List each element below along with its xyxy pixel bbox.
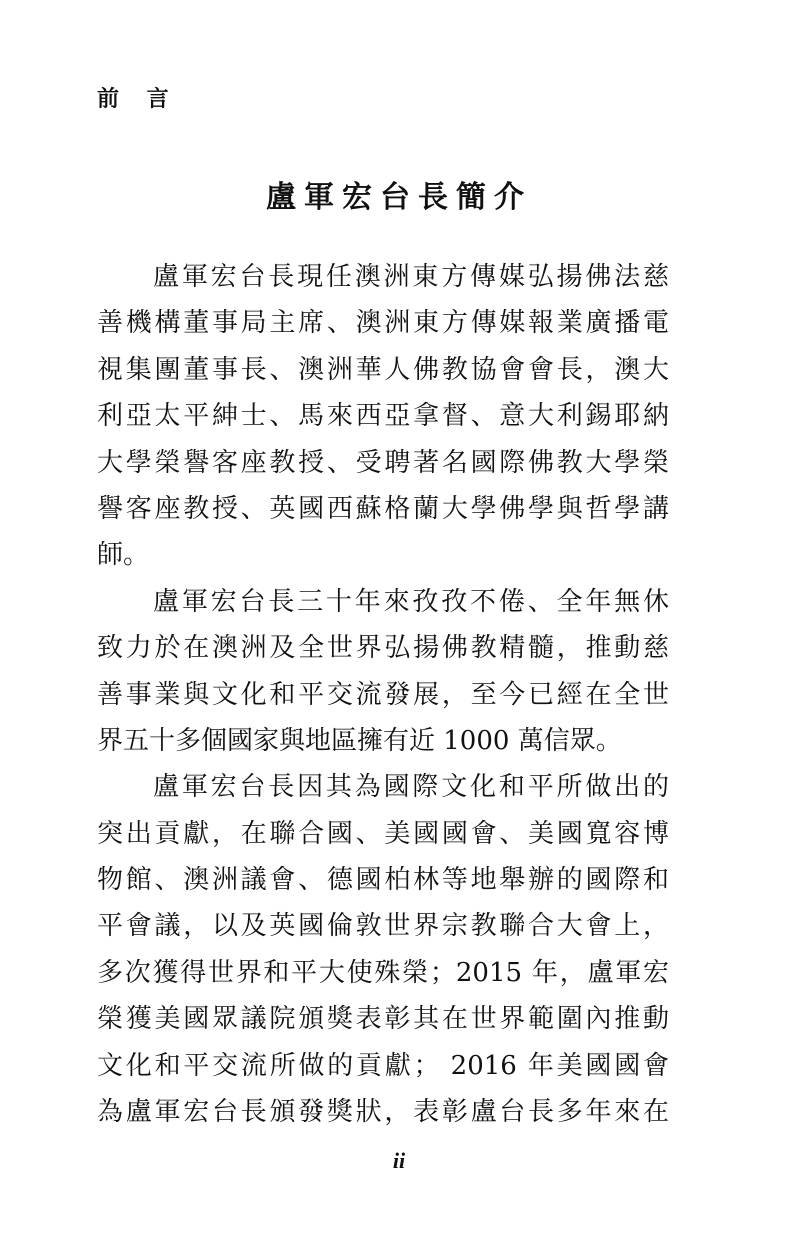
text-line: 界五十多個國家與地區擁有近 1000 萬信眾。 <box>97 725 622 756</box>
text-line: 致力於在澳洲及全世界弘揚佛教精髓，推動慈 <box>97 633 669 664</box>
page-number: ii <box>392 1148 406 1173</box>
text-line: 師。 <box>97 540 150 571</box>
running-head: 前 言 <box>97 86 179 112</box>
text-line: 為盧軍宏台長頒發獎狀，表彰盧台長多年來在 <box>97 1097 669 1128</box>
text-line: 盧軍宏台長三十年來孜孜不倦、全年無休 <box>153 586 669 617</box>
text-line: 多次獲得世界和平大使殊榮；2015 年，盧軍宏 <box>97 957 669 988</box>
section-title: 盧軍宏台長簡介 <box>266 180 532 215</box>
text-line: 物館、澳洲議會、德國柏林等地舉辦的國際和 <box>97 865 669 896</box>
text-line: 突出貢獻，在聯合國、美國國會、美國寬容博 <box>97 818 669 849</box>
text-line: 善事業與文化和平交流發展，至今已經在全世 <box>97 679 669 710</box>
text-line: 文化和平交流所做的貢獻； 2016 年美國國會 <box>97 1050 669 1081</box>
text-line: 榮獲美國眾議院頒獎表彰其在世界範圍內推動 <box>97 1004 669 1035</box>
text-line: 大學榮譽客座教授、受聘著名國際佛教大學榮 <box>97 447 669 478</box>
text-line: 盧軍宏台長因其為國際文化和平所做出的 <box>153 772 669 803</box>
text-line: 善機構董事局主席、澳洲東方傳媒報業廣播電 <box>97 308 669 339</box>
text-line: 平會議，以及英國倫敦世界宗教聯合大會上， <box>97 911 669 942</box>
text-line: 利亞太平紳士、馬來西亞拿督、意大利錫耶納 <box>97 401 669 432</box>
text-line: 盧軍宏台長現任澳洲東方傳媒弘揚佛法慈 <box>153 262 669 292</box>
body-text <box>97 254 669 1135</box>
text-line: 視集團董事長、澳洲華人佛教協會會長，澳大 <box>97 354 669 385</box>
text-line: 譽客座教授、英國西蘇格蘭大學佛學與哲學講 <box>97 493 669 524</box>
